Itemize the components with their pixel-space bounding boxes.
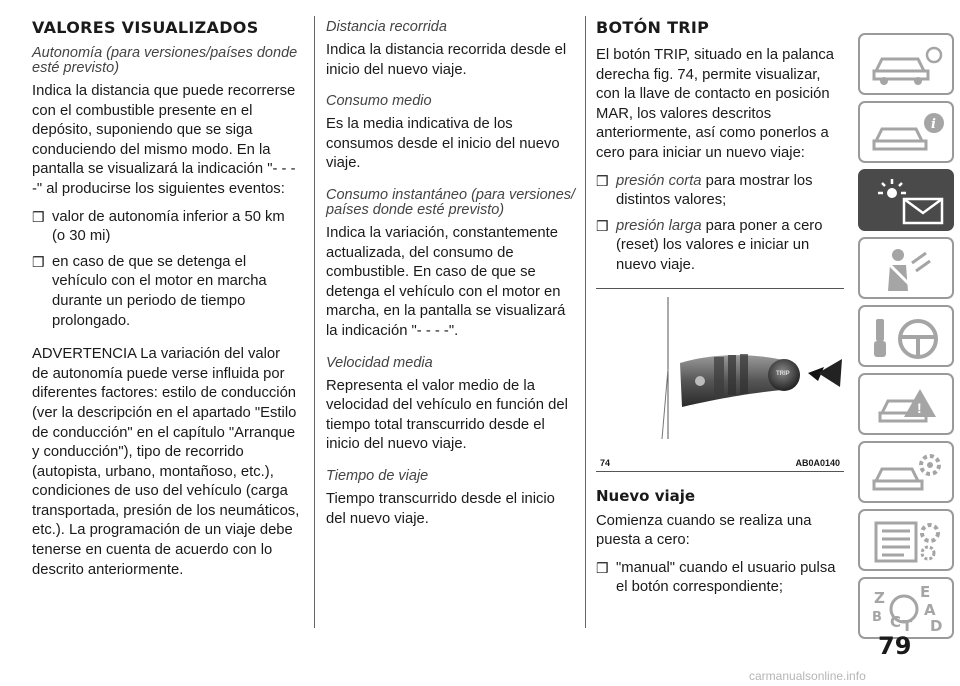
- car-maintenance-icon: [868, 449, 948, 497]
- warning-light-message-icon: [868, 177, 948, 225]
- car-info-icon: [868, 109, 948, 157]
- bullet-mark: ❒: [596, 172, 609, 189]
- trip-button-label: TRIP: [776, 370, 790, 377]
- paragraph: El botón TRIP, situado en la palanca derecha fig. 74, permite visualizar, con la llave de contacto en posición MAR, los valores descritos anteriormente, así como ponerlos a cero para iniciar un nuevo viaje:: [596, 47, 835, 161]
- column-divider: [585, 16, 586, 628]
- bullet-item: ❒ "manual" cuando el usuario pulsa el botón correspondiente;: [596, 559, 836, 596]
- svg-text:!: !: [917, 400, 922, 416]
- bullet-item: ❒ en caso de que se detenga el vehículo con el motor en marcha durante un periodo de tiempo prolongado.: [32, 253, 267, 329]
- warning-paragraph: ADVERTENCIA La variación del valor de autonomía puede verse influida por diferentes factores: estilo de conducción (ver la descripción en el apartado "Estilo de conducción" en el capítulo "Arranque y conducción"), tipo de recorrido (autopista, urbano, montañoso, etc.), condiciones de uso del vehículo (carga transportada, presión de los neumáticos, etc.). La programación de un viaje debe tenerse en cuenta de acuerdo con lo descrito anteriormente.: [32, 346, 300, 578]
- bullet-item: ❒ presión corta para mostrar los distintos valores;: [596, 172, 813, 209]
- svg-text:i: i: [931, 117, 936, 132]
- car-dashboard-icon: [868, 41, 948, 89]
- index-letter: D: [930, 617, 943, 633]
- airbag-seatbelt-icon: [868, 245, 948, 293]
- bullet-mark: ❒: [596, 217, 609, 234]
- tab-starting-driving[interactable]: [858, 305, 954, 367]
- section-heading: VALORES VISUALIZADOS: [32, 18, 259, 37]
- paragraph: Indica la variación, constantemente actualizada, del consumo de combustible. En caso de que se detenga el vehículo con el motor en marcha, en la pantalla se visualizará la indicación "- - - -".: [326, 224, 566, 339]
- index-letter: Z: [874, 589, 885, 607]
- index-letter: B: [872, 610, 882, 625]
- bullet-item: ❒ presión larga para poner a cero (reset) los valores e iniciar un nuevo viaje.: [596, 217, 823, 273]
- tab-safety[interactable]: [858, 237, 954, 299]
- alphabetical-index-icon: [868, 585, 948, 633]
- column-2: [326, 20, 576, 537]
- tab-technical-data[interactable]: [858, 509, 954, 571]
- figure-code: AB0A0140: [795, 457, 840, 468]
- paragraph: Es la media indicativa de los consumos desde el inicio del nuevo viaje.: [326, 116, 560, 172]
- bullet-mark: ❒: [32, 253, 45, 270]
- paragraph: Representa el valor medio de la velocidad del vehículo en función del tiempo total transcurrido desde el inicio del nuevo viaje.: [326, 377, 568, 453]
- index-letter: A: [924, 601, 936, 619]
- bullet-mark: ❒: [596, 559, 609, 576]
- figure-number: 74: [600, 457, 611, 468]
- page-number: 79: [878, 632, 912, 660]
- subheading: Velocidad media: [326, 354, 433, 371]
- tab-car-dashboard[interactable]: [858, 33, 954, 95]
- trip-lever-illustration: [596, 289, 844, 473]
- subheading: Tiempo de viaje: [326, 467, 429, 484]
- paragraph: Comienza cuando se realiza una puesta a cero:: [596, 512, 812, 549]
- column-divider: [314, 16, 315, 628]
- tab-emergency[interactable]: [858, 373, 954, 435]
- bullet-mark: ❒: [32, 208, 45, 225]
- paragraph: Indica la distancia recorrida desde el inicio del nuevo viaje.: [326, 42, 567, 78]
- index-letter: E: [920, 585, 931, 601]
- tab-maintenance[interactable]: [858, 441, 954, 503]
- column-1: [32, 18, 300, 588]
- watermark: carmanualsonline.info: [749, 669, 866, 683]
- subheading: Distancia recorrida: [326, 19, 447, 35]
- tab-car-info[interactable]: [858, 101, 954, 163]
- technical-data-list-icon: [868, 517, 948, 565]
- column-3: [596, 18, 844, 604]
- tab-warning-lights[interactable]: [858, 169, 954, 231]
- subheading: Consumo medio: [326, 93, 432, 110]
- subheading-autonomia: Autonomía (para versiones/países donde esté previsto): [32, 45, 298, 76]
- figure-74: [596, 288, 844, 472]
- subheading: Consumo instantáneo (para versiones/ países donde esté previsto): [326, 186, 576, 218]
- tab-index[interactable]: [858, 577, 954, 639]
- chapter-tabs: [858, 33, 954, 645]
- key-steering-wheel-icon: [868, 313, 948, 361]
- paragraph: Indica la distancia que puede recorrerse con el combustible presente en el depósito, suponiendo que se siga conduciendo del mismo modo. En la pantalla se visualizará la indicación "- - - -" al producirse los siguientes eventos:: [32, 83, 296, 197]
- section-heading: BOTÓN TRIP: [596, 18, 710, 37]
- index-letter: T: [902, 617, 913, 633]
- bullet-item: ❒ valor de autonomía inferior a 50 km (o 30 mi): [32, 208, 285, 245]
- paragraph: Tiempo transcurrido desde el inicio del nuevo viaje.: [326, 490, 555, 527]
- index-letter: C: [890, 613, 902, 631]
- subsection-heading: Nuevo viaje: [596, 486, 696, 505]
- car-breakdown-icon: [868, 381, 948, 429]
